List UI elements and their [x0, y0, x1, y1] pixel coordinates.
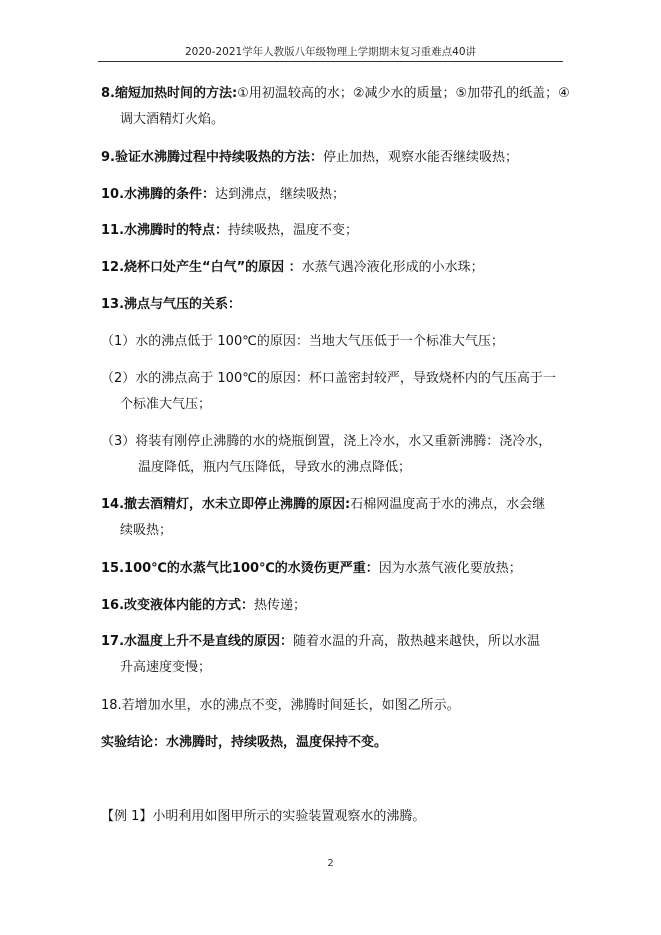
- item-17: [101, 633, 540, 651]
- item-14-head: 14.撤去酒精灯，水未立即停止沸腾的原因:: [101, 497, 351, 512]
- item-9-body: 停止加热，观察水能否继续吸热；: [322, 150, 518, 165]
- example-1: 【例 1】小明利用如图甲所示的实验装置观察水的沸腾。: [101, 809, 426, 824]
- conclusion-text: 实验结论：水沸腾时，持续吸热，温度保持不变。: [101, 735, 388, 750]
- page-header: 2020-2021学年人教版八年级物理上学期期末复习重难点40讲: [184, 46, 477, 58]
- item-13-sub-2-cont: 个标准大气压；: [120, 397, 212, 412]
- conclusion: [101, 734, 387, 752]
- item-11-body: 持续吸热，温度不变；: [228, 223, 359, 238]
- item-11-head: 11.水沸腾时的特点：: [101, 223, 229, 238]
- item-9-head: 9.验证水沸腾过程中持续吸热的方法：: [101, 150, 323, 165]
- item-13-sub-3-cont: 温度降低，瓶内气压降低，导致水的沸点降低；: [138, 460, 412, 475]
- item-16: [101, 597, 306, 615]
- item-13-sub-2: （2）水的沸点高于 100℃的原因：杯口盖密封较严，导致烧杯内的气压高于一: [101, 371, 556, 386]
- item-14-cont: 续吸热；: [120, 523, 173, 538]
- item-17-cont: 升高速度变慢；: [120, 660, 212, 675]
- item-15-head: 15.100℃的水蒸气比100℃的水烫伤更严重：: [101, 561, 379, 576]
- item-16-head: 16.改变液体内能的方式：: [101, 598, 255, 613]
- item-14-body: 石棉网温度高于水的沸点，水会继: [350, 497, 546, 512]
- header-rule: [98, 61, 563, 62]
- item-18: 18.若增加水里，水的沸点不变，沸腾时间延长，如图乙所示。: [101, 698, 460, 713]
- item-15: [101, 560, 522, 578]
- item-13-sub-3: （3）将装有刚停止沸腾的水的烧瓶倒置，浇上冷水，水又重新沸腾：浇冷水，: [101, 434, 552, 449]
- item-10-head: 10.水沸腾的条件：: [101, 187, 216, 202]
- item-9: [101, 149, 518, 167]
- item-8-body: ①用初温较高的水；②减少水的质量；⑤加带孔的纸盖；④: [237, 86, 570, 101]
- item-17-head: 17.水温度上升不是直线的原因：: [101, 634, 294, 649]
- item-13-head: 13.沸点与气压的关系：: [101, 297, 242, 312]
- item-11: [101, 222, 358, 240]
- item-17-body: 随着水温的升高，散热越来越快，所以水温: [293, 634, 541, 649]
- item-8-cont: 调大酒精灯火焰。: [120, 112, 225, 127]
- item-8: [101, 85, 570, 103]
- item-8-head: 8.缩短加热时间的方法:: [101, 86, 238, 101]
- item-13: [101, 296, 241, 314]
- item-12-body: 水蒸气遇冷液化形成的小水珠；: [301, 260, 484, 275]
- item-12-head: 12.烧杯口处产生“白气”的原因 ：: [101, 260, 302, 275]
- item-15-body: 因为水蒸气液化要放热；: [378, 561, 522, 576]
- item-10-body: 达到沸点，继续吸热；: [215, 187, 346, 202]
- page-number: 2: [327, 858, 334, 869]
- item-16-body: 热传递；: [254, 598, 307, 613]
- item-10: [101, 186, 345, 204]
- item-13-sub-1: （1）水的沸点低于 100℃的原因：当地大气压低于一个标准大气压；: [101, 334, 504, 349]
- item-14: [101, 496, 545, 514]
- item-12: [101, 259, 484, 277]
